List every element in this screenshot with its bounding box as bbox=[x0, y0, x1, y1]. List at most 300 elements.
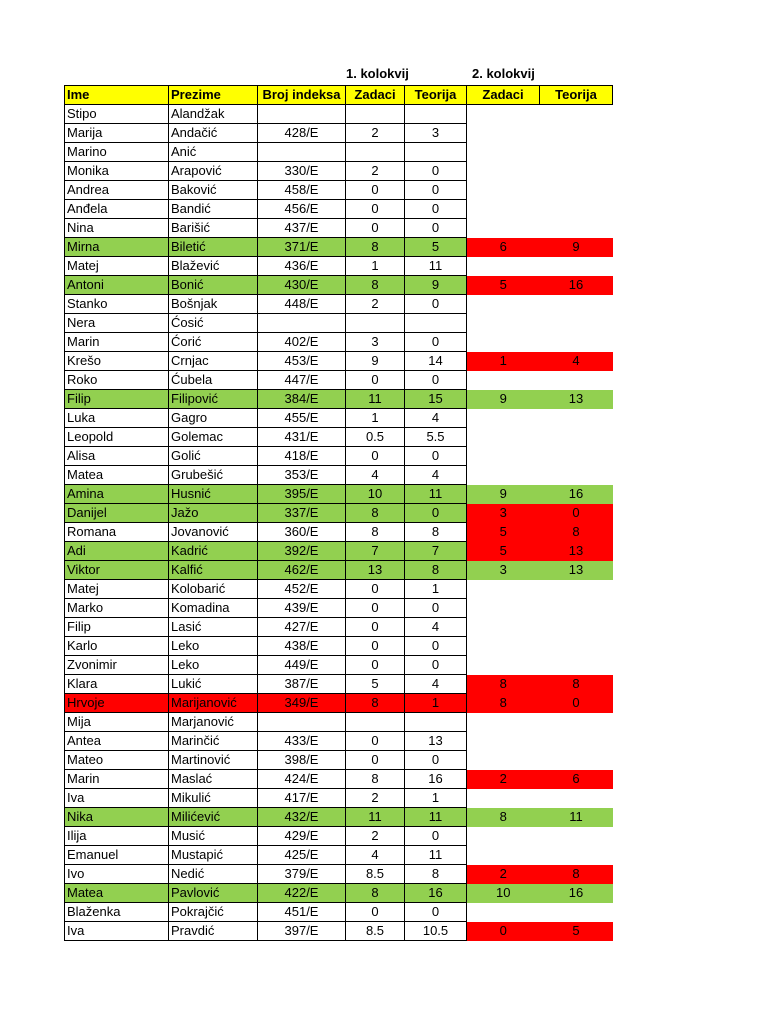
cell-ime[interactable]: Luka bbox=[65, 409, 169, 428]
cell-teorija-1[interactable]: 4 bbox=[405, 618, 467, 637]
cell-zadaci-2[interactable] bbox=[467, 827, 540, 846]
cell-prezime[interactable]: Filipović bbox=[169, 390, 258, 409]
cell-teorija-2[interactable]: 13 bbox=[540, 561, 613, 580]
header-broj-indeksa[interactable]: Broj indeksa bbox=[258, 86, 346, 105]
cell-zadaci-2[interactable] bbox=[467, 618, 540, 637]
cell-ime[interactable]: Alisa bbox=[65, 447, 169, 466]
cell-teorija-1[interactable]: 0 bbox=[405, 162, 467, 181]
cell-ime[interactable]: Viktor bbox=[65, 561, 169, 580]
header-zadaci-1[interactable]: Zadaci bbox=[346, 86, 405, 105]
cell-prezime[interactable]: Marijanović bbox=[169, 694, 258, 713]
cell-teorija-1[interactable]: 0 bbox=[405, 599, 467, 618]
cell-teorija-2[interactable] bbox=[540, 257, 613, 276]
cell-prezime[interactable]: Biletić bbox=[169, 238, 258, 257]
cell-zadaci-2[interactable]: 9 bbox=[467, 485, 540, 504]
cell-broj-indeksa[interactable] bbox=[258, 713, 346, 732]
cell-teorija-1[interactable]: 16 bbox=[405, 770, 467, 789]
cell-ime[interactable]: Roko bbox=[65, 371, 169, 390]
cell-teorija-2[interactable] bbox=[540, 162, 613, 181]
cell-ime[interactable]: Nera bbox=[65, 314, 169, 333]
cell-zadaci-1[interactable]: 8 bbox=[346, 694, 405, 713]
cell-zadaci-1[interactable]: 1 bbox=[346, 409, 405, 428]
cell-ime[interactable]: Klara bbox=[65, 675, 169, 694]
cell-broj-indeksa[interactable]: 433/E bbox=[258, 732, 346, 751]
cell-ime[interactable]: Adi bbox=[65, 542, 169, 561]
cell-broj-indeksa[interactable]: 422/E bbox=[258, 884, 346, 903]
cell-teorija-2[interactable]: 16 bbox=[540, 884, 613, 903]
cell-broj-indeksa[interactable]: 436/E bbox=[258, 257, 346, 276]
cell-prezime[interactable]: Arapović bbox=[169, 162, 258, 181]
cell-ime[interactable]: Antoni bbox=[65, 276, 169, 295]
cell-zadaci-1[interactable]: 0 bbox=[346, 732, 405, 751]
cell-ime[interactable]: Amina bbox=[65, 485, 169, 504]
cell-prezime[interactable]: Jovanović bbox=[169, 523, 258, 542]
cell-zadaci-1[interactable]: 8.5 bbox=[346, 865, 405, 884]
cell-teorija-1[interactable]: 0 bbox=[405, 200, 467, 219]
cell-broj-indeksa[interactable]: 458/E bbox=[258, 181, 346, 200]
cell-teorija-1[interactable]: 14 bbox=[405, 352, 467, 371]
cell-ime[interactable]: Mateo bbox=[65, 751, 169, 770]
cell-teorija-2[interactable] bbox=[540, 295, 613, 314]
cell-teorija-2[interactable]: 11 bbox=[540, 808, 613, 827]
cell-ime[interactable]: Mija bbox=[65, 713, 169, 732]
cell-zadaci-2[interactable] bbox=[467, 732, 540, 751]
cell-zadaci-2[interactable] bbox=[467, 751, 540, 770]
cell-zadaci-2[interactable] bbox=[467, 713, 540, 732]
cell-zadaci-2[interactable] bbox=[467, 903, 540, 922]
cell-zadaci-1[interactable]: 9 bbox=[346, 352, 405, 371]
cell-teorija-1[interactable]: 11 bbox=[405, 257, 467, 276]
cell-zadaci-2[interactable]: 1 bbox=[467, 352, 540, 371]
cell-broj-indeksa[interactable]: 448/E bbox=[258, 295, 346, 314]
cell-prezime[interactable]: Mustapić bbox=[169, 846, 258, 865]
cell-prezime[interactable]: Kolobarić bbox=[169, 580, 258, 599]
cell-zadaci-1[interactable]: 2 bbox=[346, 295, 405, 314]
cell-teorija-2[interactable]: 16 bbox=[540, 485, 613, 504]
cell-teorija-2[interactable]: 13 bbox=[540, 390, 613, 409]
cell-ime[interactable]: Stipo bbox=[65, 105, 169, 124]
cell-prezime[interactable]: Barišić bbox=[169, 219, 258, 238]
cell-teorija-1[interactable] bbox=[405, 314, 467, 333]
cell-prezime[interactable]: Mikulić bbox=[169, 789, 258, 808]
cell-broj-indeksa[interactable]: 337/E bbox=[258, 504, 346, 523]
cell-zadaci-1[interactable]: 3 bbox=[346, 333, 405, 352]
cell-broj-indeksa[interactable]: 430/E bbox=[258, 276, 346, 295]
cell-prezime[interactable]: Pravdić bbox=[169, 922, 258, 941]
cell-zadaci-2[interactable]: 5 bbox=[467, 276, 540, 295]
cell-ime[interactable]: Matea bbox=[65, 884, 169, 903]
cell-zadaci-2[interactable]: 5 bbox=[467, 523, 540, 542]
cell-broj-indeksa[interactable]: 437/E bbox=[258, 219, 346, 238]
cell-broj-indeksa[interactable] bbox=[258, 105, 346, 124]
cell-teorija-1[interactable] bbox=[405, 143, 467, 162]
cell-broj-indeksa[interactable]: 418/E bbox=[258, 447, 346, 466]
cell-zadaci-2[interactable] bbox=[467, 846, 540, 865]
cell-ime[interactable]: Filip bbox=[65, 618, 169, 637]
cell-zadaci-2[interactable] bbox=[467, 219, 540, 238]
cell-ime[interactable]: Monika bbox=[65, 162, 169, 181]
cell-zadaci-1[interactable]: 8 bbox=[346, 238, 405, 257]
cell-zadaci-1[interactable]: 0 bbox=[346, 656, 405, 675]
cell-zadaci-2[interactable] bbox=[467, 257, 540, 276]
cell-zadaci-2[interactable] bbox=[467, 143, 540, 162]
cell-zadaci-2[interactable] bbox=[467, 409, 540, 428]
cell-ime[interactable]: Iva bbox=[65, 922, 169, 941]
cell-zadaci-1[interactable]: 0 bbox=[346, 219, 405, 238]
cell-teorija-2[interactable]: 0 bbox=[540, 694, 613, 713]
cell-prezime[interactable]: Ćubela bbox=[169, 371, 258, 390]
cell-zadaci-1[interactable]: 8 bbox=[346, 504, 405, 523]
cell-zadaci-1[interactable]: 0 bbox=[346, 181, 405, 200]
cell-teorija-1[interactable]: 0 bbox=[405, 751, 467, 770]
cell-teorija-2[interactable] bbox=[540, 181, 613, 200]
cell-zadaci-1[interactable]: 8 bbox=[346, 884, 405, 903]
cell-broj-indeksa[interactable]: 417/E bbox=[258, 789, 346, 808]
cell-teorija-1[interactable]: 0 bbox=[405, 371, 467, 390]
cell-zadaci-2[interactable]: 8 bbox=[467, 694, 540, 713]
cell-prezime[interactable]: Ćorić bbox=[169, 333, 258, 352]
cell-teorija-1[interactable]: 0 bbox=[405, 656, 467, 675]
cell-zadaci-1[interactable] bbox=[346, 105, 405, 124]
cell-prezime[interactable]: Pokrajčić bbox=[169, 903, 258, 922]
cell-teorija-2[interactable] bbox=[540, 200, 613, 219]
header-teorija-2[interactable]: Teorija bbox=[540, 86, 613, 105]
cell-prezime[interactable]: Leko bbox=[169, 637, 258, 656]
cell-prezime[interactable]: Baković bbox=[169, 181, 258, 200]
cell-ime[interactable]: Marko bbox=[65, 599, 169, 618]
cell-zadaci-2[interactable]: 2 bbox=[467, 770, 540, 789]
cell-teorija-2[interactable] bbox=[540, 371, 613, 390]
cell-ime[interactable]: Krešo bbox=[65, 352, 169, 371]
cell-ime[interactable]: Marija bbox=[65, 124, 169, 143]
cell-prezime[interactable]: Kalfić bbox=[169, 561, 258, 580]
cell-teorija-1[interactable]: 11 bbox=[405, 846, 467, 865]
cell-teorija-1[interactable] bbox=[405, 105, 467, 124]
cell-ime[interactable]: Filip bbox=[65, 390, 169, 409]
cell-zadaci-1[interactable]: 0 bbox=[346, 618, 405, 637]
cell-teorija-1[interactable]: 7 bbox=[405, 542, 467, 561]
cell-teorija-1[interactable]: 8 bbox=[405, 865, 467, 884]
cell-broj-indeksa[interactable]: 397/E bbox=[258, 922, 346, 941]
header-prezime[interactable]: Prezime bbox=[169, 86, 258, 105]
cell-zadaci-2[interactable]: 2 bbox=[467, 865, 540, 884]
cell-prezime[interactable]: Komadina bbox=[169, 599, 258, 618]
cell-ime[interactable]: Emanuel bbox=[65, 846, 169, 865]
cell-ime[interactable]: Andrea bbox=[65, 181, 169, 200]
cell-zadaci-1[interactable]: 0 bbox=[346, 200, 405, 219]
header-teorija-1[interactable]: Teorija bbox=[405, 86, 467, 105]
cell-zadaci-2[interactable]: 5 bbox=[467, 542, 540, 561]
cell-teorija-1[interactable]: 1 bbox=[405, 694, 467, 713]
cell-teorija-2[interactable] bbox=[540, 105, 613, 124]
cell-zadaci-1[interactable]: 8 bbox=[346, 770, 405, 789]
cell-prezime[interactable]: Crnjac bbox=[169, 352, 258, 371]
cell-zadaci-2[interactable]: 6 bbox=[467, 238, 540, 257]
cell-teorija-1[interactable]: 0 bbox=[405, 333, 467, 352]
cell-zadaci-1[interactable] bbox=[346, 314, 405, 333]
cell-zadaci-1[interactable]: 2 bbox=[346, 124, 405, 143]
cell-teorija-1[interactable]: 8 bbox=[405, 561, 467, 580]
cell-zadaci-2[interactable]: 3 bbox=[467, 504, 540, 523]
cell-teorija-2[interactable]: 4 bbox=[540, 352, 613, 371]
cell-broj-indeksa[interactable]: 392/E bbox=[258, 542, 346, 561]
cell-ime[interactable]: Matea bbox=[65, 466, 169, 485]
cell-teorija-2[interactable] bbox=[540, 599, 613, 618]
cell-zadaci-1[interactable]: 0 bbox=[346, 447, 405, 466]
cell-ime[interactable]: Mirna bbox=[65, 238, 169, 257]
cell-zadaci-2[interactable] bbox=[467, 200, 540, 219]
cell-zadaci-2[interactable] bbox=[467, 105, 540, 124]
cell-broj-indeksa[interactable]: 402/E bbox=[258, 333, 346, 352]
cell-prezime[interactable]: Golić bbox=[169, 447, 258, 466]
cell-broj-indeksa[interactable] bbox=[258, 143, 346, 162]
cell-teorija-1[interactable]: 10.5 bbox=[405, 922, 467, 941]
cell-broj-indeksa[interactable]: 384/E bbox=[258, 390, 346, 409]
cell-ime[interactable]: Nina bbox=[65, 219, 169, 238]
cell-teorija-1[interactable]: 0 bbox=[405, 295, 467, 314]
cell-zadaci-1[interactable]: 0 bbox=[346, 599, 405, 618]
cell-broj-indeksa[interactable]: 449/E bbox=[258, 656, 346, 675]
header-ime[interactable]: Ime bbox=[65, 86, 169, 105]
cell-zadaci-2[interactable] bbox=[467, 580, 540, 599]
cell-teorija-1[interactable]: 9 bbox=[405, 276, 467, 295]
cell-prezime[interactable]: Andačić bbox=[169, 124, 258, 143]
cell-prezime[interactable]: Lukić bbox=[169, 675, 258, 694]
cell-prezime[interactable]: Gagro bbox=[169, 409, 258, 428]
cell-teorija-2[interactable]: 13 bbox=[540, 542, 613, 561]
cell-teorija-2[interactable] bbox=[540, 580, 613, 599]
cell-broj-indeksa[interactable]: 398/E bbox=[258, 751, 346, 770]
cell-teorija-1[interactable]: 0 bbox=[405, 903, 467, 922]
cell-zadaci-2[interactable] bbox=[467, 428, 540, 447]
cell-teorija-2[interactable]: 9 bbox=[540, 238, 613, 257]
cell-broj-indeksa[interactable]: 438/E bbox=[258, 637, 346, 656]
cell-ime[interactable]: Nika bbox=[65, 808, 169, 827]
cell-zadaci-1[interactable]: 2 bbox=[346, 789, 405, 808]
cell-teorija-2[interactable] bbox=[540, 637, 613, 656]
cell-zadaci-2[interactable] bbox=[467, 599, 540, 618]
cell-teorija-2[interactable]: 16 bbox=[540, 276, 613, 295]
cell-broj-indeksa[interactable]: 451/E bbox=[258, 903, 346, 922]
cell-zadaci-2[interactable]: 0 bbox=[467, 922, 540, 941]
cell-teorija-2[interactable]: 5 bbox=[540, 922, 613, 941]
cell-teorija-1[interactable]: 4 bbox=[405, 409, 467, 428]
cell-broj-indeksa[interactable]: 349/E bbox=[258, 694, 346, 713]
cell-teorija-2[interactable]: 6 bbox=[540, 770, 613, 789]
cell-zadaci-1[interactable]: 8 bbox=[346, 276, 405, 295]
cell-broj-indeksa[interactable]: 453/E bbox=[258, 352, 346, 371]
cell-teorija-2[interactable] bbox=[540, 466, 613, 485]
cell-zadaci-1[interactable]: 8.5 bbox=[346, 922, 405, 941]
cell-teorija-2[interactable] bbox=[540, 827, 613, 846]
cell-prezime[interactable]: Husnić bbox=[169, 485, 258, 504]
cell-broj-indeksa[interactable]: 387/E bbox=[258, 675, 346, 694]
cell-teorija-2[interactable] bbox=[540, 789, 613, 808]
cell-teorija-1[interactable]: 11 bbox=[405, 808, 467, 827]
cell-ime[interactable]: Matej bbox=[65, 580, 169, 599]
cell-prezime[interactable]: Grubešić bbox=[169, 466, 258, 485]
cell-teorija-2[interactable]: 8 bbox=[540, 523, 613, 542]
cell-ime[interactable]: Leopold bbox=[65, 428, 169, 447]
cell-zadaci-1[interactable]: 11 bbox=[346, 390, 405, 409]
cell-teorija-1[interactable]: 11 bbox=[405, 485, 467, 504]
cell-prezime[interactable]: Marjanović bbox=[169, 713, 258, 732]
cell-broj-indeksa[interactable]: 425/E bbox=[258, 846, 346, 865]
cell-zadaci-2[interactable]: 8 bbox=[467, 675, 540, 694]
cell-prezime[interactable]: Alandžak bbox=[169, 105, 258, 124]
cell-teorija-1[interactable]: 15 bbox=[405, 390, 467, 409]
cell-broj-indeksa[interactable]: 330/E bbox=[258, 162, 346, 181]
cell-zadaci-2[interactable] bbox=[467, 295, 540, 314]
cell-teorija-1[interactable]: 8 bbox=[405, 523, 467, 542]
cell-ime[interactable]: Marin bbox=[65, 770, 169, 789]
cell-zadaci-1[interactable]: 0 bbox=[346, 580, 405, 599]
cell-teorija-2[interactable]: 0 bbox=[540, 504, 613, 523]
cell-teorija-2[interactable] bbox=[540, 903, 613, 922]
cell-teorija-2[interactable]: 8 bbox=[540, 865, 613, 884]
cell-zadaci-2[interactable] bbox=[467, 656, 540, 675]
cell-broj-indeksa[interactable]: 353/E bbox=[258, 466, 346, 485]
cell-broj-indeksa[interactable]: 462/E bbox=[258, 561, 346, 580]
cell-ime[interactable]: Matej bbox=[65, 257, 169, 276]
cell-teorija-1[interactable] bbox=[405, 713, 467, 732]
cell-ime[interactable]: Iva bbox=[65, 789, 169, 808]
cell-ime[interactable]: Danijel bbox=[65, 504, 169, 523]
cell-teorija-1[interactable]: 1 bbox=[405, 580, 467, 599]
cell-zadaci-1[interactable]: 13 bbox=[346, 561, 405, 580]
cell-teorija-2[interactable] bbox=[540, 124, 613, 143]
cell-zadaci-1[interactable]: 7 bbox=[346, 542, 405, 561]
cell-ime[interactable]: Marino bbox=[65, 143, 169, 162]
cell-zadaci-1[interactable]: 2 bbox=[346, 827, 405, 846]
cell-teorija-1[interactable]: 5 bbox=[405, 238, 467, 257]
cell-teorija-2[interactable] bbox=[540, 409, 613, 428]
cell-prezime[interactable]: Lasić bbox=[169, 618, 258, 637]
cell-broj-indeksa[interactable]: 424/E bbox=[258, 770, 346, 789]
cell-prezime[interactable]: Golemac bbox=[169, 428, 258, 447]
cell-prezime[interactable]: Milićević bbox=[169, 808, 258, 827]
cell-prezime[interactable]: Blažević bbox=[169, 257, 258, 276]
cell-prezime[interactable]: Jažo bbox=[169, 504, 258, 523]
cell-broj-indeksa[interactable]: 371/E bbox=[258, 238, 346, 257]
cell-zadaci-2[interactable] bbox=[467, 447, 540, 466]
cell-ime[interactable]: Marin bbox=[65, 333, 169, 352]
cell-ime[interactable]: Romana bbox=[65, 523, 169, 542]
cell-zadaci-1[interactable]: 1 bbox=[346, 257, 405, 276]
cell-zadaci-2[interactable] bbox=[467, 789, 540, 808]
cell-prezime[interactable]: Leko bbox=[169, 656, 258, 675]
cell-zadaci-2[interactable] bbox=[467, 162, 540, 181]
cell-zadaci-2[interactable] bbox=[467, 124, 540, 143]
cell-zadaci-1[interactable]: 8 bbox=[346, 523, 405, 542]
cell-ime[interactable]: Blaženka bbox=[65, 903, 169, 922]
cell-ime[interactable]: Hrvoje bbox=[65, 694, 169, 713]
cell-teorija-1[interactable]: 0 bbox=[405, 504, 467, 523]
cell-broj-indeksa[interactable]: 431/E bbox=[258, 428, 346, 447]
cell-broj-indeksa[interactable]: 428/E bbox=[258, 124, 346, 143]
cell-teorija-1[interactable]: 0 bbox=[405, 637, 467, 656]
cell-teorija-2[interactable] bbox=[540, 447, 613, 466]
cell-ime[interactable]: Stanko bbox=[65, 295, 169, 314]
cell-zadaci-1[interactable]: 5 bbox=[346, 675, 405, 694]
cell-ime[interactable]: Ivo bbox=[65, 865, 169, 884]
cell-zadaci-1[interactable]: 0 bbox=[346, 751, 405, 770]
cell-zadaci-2[interactable] bbox=[467, 466, 540, 485]
cell-zadaci-1[interactable]: 4 bbox=[346, 846, 405, 865]
cell-prezime[interactable]: Marinčić bbox=[169, 732, 258, 751]
cell-zadaci-1[interactable]: 0 bbox=[346, 371, 405, 390]
cell-teorija-1[interactable]: 13 bbox=[405, 732, 467, 751]
cell-teorija-1[interactable]: 1 bbox=[405, 789, 467, 808]
cell-broj-indeksa[interactable]: 432/E bbox=[258, 808, 346, 827]
cell-prezime[interactable]: Pavlović bbox=[169, 884, 258, 903]
cell-prezime[interactable]: Anić bbox=[169, 143, 258, 162]
cell-teorija-2[interactable] bbox=[540, 219, 613, 238]
cell-teorija-1[interactable]: 4 bbox=[405, 466, 467, 485]
cell-zadaci-1[interactable]: 0 bbox=[346, 637, 405, 656]
cell-ime[interactable]: Karlo bbox=[65, 637, 169, 656]
cell-teorija-2[interactable] bbox=[540, 314, 613, 333]
cell-broj-indeksa[interactable]: 447/E bbox=[258, 371, 346, 390]
cell-broj-indeksa[interactable]: 439/E bbox=[258, 599, 346, 618]
cell-zadaci-1[interactable] bbox=[346, 143, 405, 162]
header-zadaci-2[interactable]: Zadaci bbox=[467, 86, 540, 105]
cell-teorija-2[interactable] bbox=[540, 732, 613, 751]
cell-broj-indeksa[interactable]: 429/E bbox=[258, 827, 346, 846]
cell-zadaci-1[interactable]: 0.5 bbox=[346, 428, 405, 447]
cell-teorija-1[interactable]: 4 bbox=[405, 675, 467, 694]
cell-ime[interactable]: Antea bbox=[65, 732, 169, 751]
cell-prezime[interactable]: Bošnjak bbox=[169, 295, 258, 314]
cell-zadaci-2[interactable]: 8 bbox=[467, 808, 540, 827]
cell-zadaci-2[interactable]: 10 bbox=[467, 884, 540, 903]
cell-zadaci-1[interactable]: 11 bbox=[346, 808, 405, 827]
cell-zadaci-2[interactable]: 9 bbox=[467, 390, 540, 409]
cell-teorija-1[interactable]: 0 bbox=[405, 827, 467, 846]
cell-prezime[interactable]: Bonić bbox=[169, 276, 258, 295]
cell-teorija-1[interactable]: 0 bbox=[405, 181, 467, 200]
cell-broj-indeksa[interactable]: 455/E bbox=[258, 409, 346, 428]
cell-broj-indeksa[interactable]: 360/E bbox=[258, 523, 346, 542]
cell-prezime[interactable]: Musić bbox=[169, 827, 258, 846]
cell-teorija-2[interactable] bbox=[540, 618, 613, 637]
cell-zadaci-2[interactable]: 3 bbox=[467, 561, 540, 580]
cell-prezime[interactable]: Nedić bbox=[169, 865, 258, 884]
cell-teorija-2[interactable] bbox=[540, 656, 613, 675]
cell-prezime[interactable]: Bandić bbox=[169, 200, 258, 219]
cell-ime[interactable]: Zvonimir bbox=[65, 656, 169, 675]
cell-teorija-2[interactable] bbox=[540, 846, 613, 865]
cell-teorija-2[interactable] bbox=[540, 428, 613, 447]
cell-prezime[interactable]: Ćosić bbox=[169, 314, 258, 333]
cell-zadaci-1[interactable]: 10 bbox=[346, 485, 405, 504]
cell-zadaci-2[interactable] bbox=[467, 314, 540, 333]
cell-broj-indeksa[interactable]: 379/E bbox=[258, 865, 346, 884]
cell-zadaci-1[interactable]: 4 bbox=[346, 466, 405, 485]
cell-teorija-1[interactable]: 3 bbox=[405, 124, 467, 143]
cell-zadaci-2[interactable] bbox=[467, 371, 540, 390]
cell-prezime[interactable]: Kadrić bbox=[169, 542, 258, 561]
cell-prezime[interactable]: Martinović bbox=[169, 751, 258, 770]
cell-broj-indeksa[interactable]: 427/E bbox=[258, 618, 346, 637]
cell-broj-indeksa[interactable] bbox=[258, 314, 346, 333]
cell-ime[interactable]: Anđela bbox=[65, 200, 169, 219]
cell-teorija-1[interactable]: 16 bbox=[405, 884, 467, 903]
cell-teorija-2[interactable] bbox=[540, 333, 613, 352]
cell-zadaci-2[interactable] bbox=[467, 333, 540, 352]
cell-zadaci-2[interactable] bbox=[467, 181, 540, 200]
cell-prezime[interactable]: Maslać bbox=[169, 770, 258, 789]
